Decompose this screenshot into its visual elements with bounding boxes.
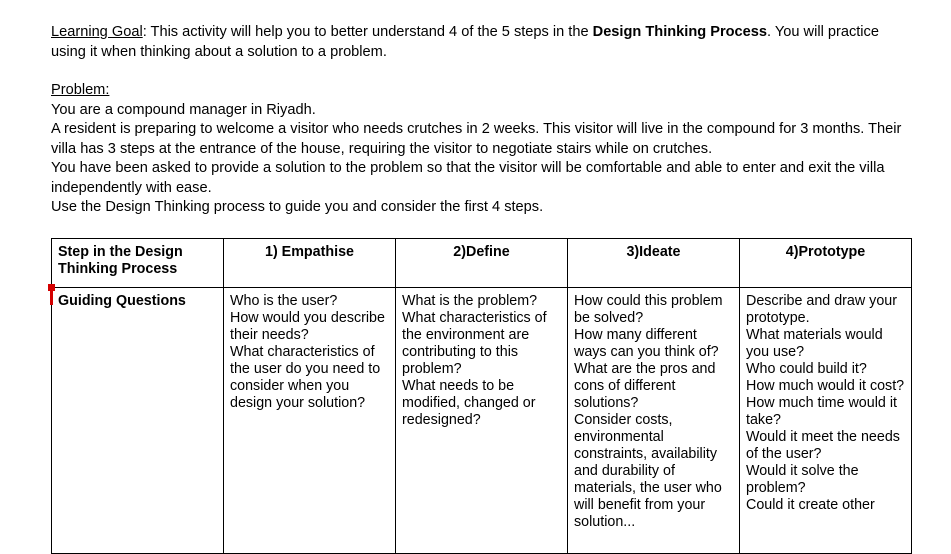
- ideate-questions[interactable]: [568, 288, 740, 554]
- problem-label: Problem:: [51, 82, 110, 98]
- design-thinking-table: [51, 238, 912, 554]
- problem-line: A resident is preparing to welcome a visitor who needs crutches in 2 weeks. This visitor will live in the compound for 3 months. Their villa has 3 steps at the entrance of the house, requiring the visitor to negotiate stairs while on crutches.: [51, 121, 902, 157]
- header-empathise: 1) Empathise: [224, 239, 396, 288]
- learning-goal-text: : This activity will help you to better understand 4 of the 5 steps in the: [142, 24, 593, 40]
- document-body: [51, 23, 911, 218]
- table-header-row: [52, 239, 912, 288]
- guiding-questions-label: Guiding Questions: [58, 293, 186, 309]
- define-questions[interactable]: [396, 288, 568, 554]
- learning-goal-paragraph: [51, 23, 911, 62]
- define-questions-text: What is the problem? What characteristics of the environment are contributing to this problem? What needs to be modified, changed or redesigned?: [402, 293, 547, 428]
- learning-goal-text-end: . You will practice using it when thinking about a solution to a problem.: [51, 24, 879, 60]
- step-corner-cell: Step in the Design Thinking Process: [52, 239, 224, 288]
- design-thinking-bold: Design Thinking Process: [592, 24, 768, 40]
- problem-line: You are a compound manager in Riyadh.: [51, 101, 316, 118]
- problem-line: You have been asked to provide a solution to the problem so that the visitor will be comfortable and able to enter and exit the villa independently with ease.: [51, 160, 885, 196]
- header-ideate: 3)Ideate: [568, 239, 740, 288]
- prototype-questions-text: Describe and draw your prototype. What materials would you use? Who could build it? How much would it cost? How much time would it take? Would it meet the needs of the user? Would it solve the problem? Could it create other: [746, 293, 905, 513]
- guiding-questions-row: [52, 288, 912, 554]
- header-prototype: 4)Prototype: [740, 239, 912, 288]
- text-cursor: [50, 287, 53, 305]
- ideate-questions-text: How could this problem be solved? How many different ways can you think of? What are the pros and cons of different solutions? Consider costs, environmental constraints, availability and durability of materials, the user who will benefit from your solution...: [574, 293, 723, 530]
- header-define: 2)Define: [396, 239, 568, 288]
- empathise-questions-text: Who is the user? How would you describe their needs? What characteristics of the user do you need to consider when you design your solution?: [230, 293, 385, 411]
- guiding-questions-cell[interactable]: [52, 288, 224, 554]
- prototype-questions[interactable]: [740, 288, 912, 554]
- learning-goal-label: Learning Goal: [51, 24, 143, 40]
- problem-line: Use the Design Thinking process to guide you and consider the first 4 steps.: [51, 199, 544, 215]
- empathise-questions[interactable]: [224, 288, 396, 554]
